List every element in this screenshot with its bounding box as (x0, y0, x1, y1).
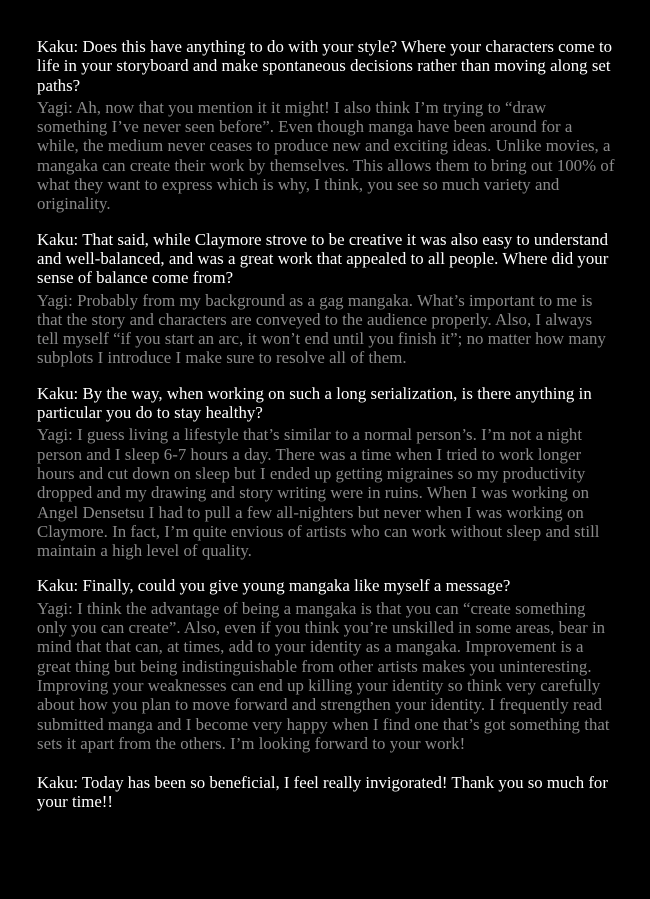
qa-block-health (37, 384, 617, 561)
qa-block-balance (37, 230, 617, 368)
closing-text: Kaku: Today has been so beneficial, I feel really invigorated! Thank you so much for your time!! (37, 773, 608, 812)
answer-text: Yagi: I guess living a lifestyle that’s similar to a normal person’s. I’m not a night person and I sleep 6-7 hours a day. There was a time when I tried to work longer hours and cut down on sleep but I ended up getting migraines so my productivity dropped and my drawing and story writing were in ruins. When I was working on Angel Densetsu I had to pull a few all-nighters but never when I was working on Claymore. In fact, I’m quite envious of artists who can work without sleep and still maintain a high level of quality. (37, 425, 600, 561)
question-text: Kaku: Finally, could you give young mangaka like myself a message? (37, 576, 511, 596)
qa-block-message (37, 576, 617, 753)
answer-text: Yagi: Probably from my background as a gag mangaka. What’s important to me is that the story and characters are conveyed to the audience properly. Also, I always tell myself “if you start an arc, it won’t end until you finish it”; no matter how many subplots I introduce I make sure to resolve all of them. (37, 290, 606, 368)
question-text: Kaku: That said, while Claymore strove to be creative it was also easy to understand and well-balanced, and was a great work that appealed to all people. Where did your sense of balance come from? (37, 229, 609, 288)
answer-text: Yagi: Ah, now that you mention it it might! I also think I’m trying to “draw something I’ve never seen before”. Even though manga have been around for a while, the medium never ceases to produce new and exciting ideas. Unlike movies, a mangaka can create their work by themselves. This allows them to bring out 100% of what they want to express which is why, I think, you see so much variety and originality. (37, 97, 615, 214)
answer-text: Yagi: I think the advantage of being a mangaka is that you can “create something only you can create”. Also, even if you think you’re unskilled in some areas, bear in mind that that can, at times, add to your identity as a mangaka. Improvement is a great thing but being indistinguishable from other artists makes you uninteresting. Improving your weaknesses can end up killing your identity so think very carefully about how you plan to move forward and strengthen your identity. I frequently read submitted manga and I become very happy when I find one that’s got something that sets it apart from the others. I’m looking forward to your work! (37, 598, 610, 753)
question-text: Kaku: Does this have anything to do with your style? Where your characters come to life in your storyboard and make spontaneous decisions rather than moving along set paths? (37, 37, 613, 95)
question-text: Kaku: By the way, when working on such a long serialization, is there anything in particular you do to stay healthy? (37, 383, 592, 423)
interview-page (37, 37, 617, 812)
qa-block-style (37, 37, 617, 214)
